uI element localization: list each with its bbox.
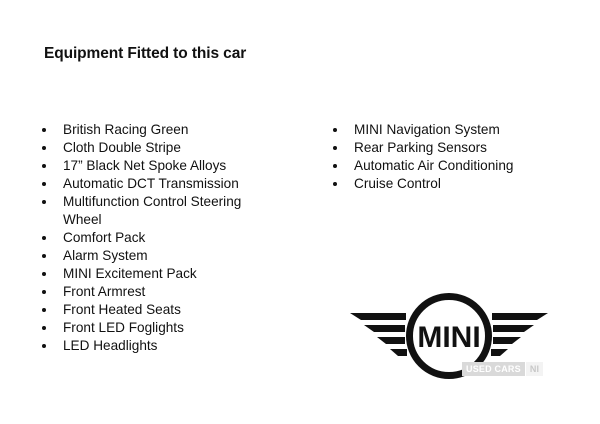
equipment-item-label: LED Headlights: [63, 338, 158, 353]
list-item: [333, 157, 573, 175]
bullet-icon: [42, 254, 46, 258]
equipment-item-label: Front Heated Seats: [63, 302, 181, 317]
equipment-item-label: MINI Excitement Pack: [63, 266, 197, 281]
equipment-item-label: MINI Navigation System: [354, 122, 500, 137]
equipment-item-label: Front LED Foglights: [63, 320, 184, 335]
bullet-icon: [42, 200, 46, 204]
bullet-icon: [42, 146, 46, 150]
list-item: [42, 121, 257, 139]
bullet-icon: [42, 326, 46, 330]
list-item: [42, 319, 257, 337]
equipment-item-label: Front Armrest: [63, 284, 146, 299]
used-cars-badge: [462, 362, 543, 376]
equipment-item-label: Automatic Air Conditioning: [354, 158, 514, 173]
equipment-list-left: [42, 121, 257, 355]
equipment-item-label: Multifunction Control Steering Wheel: [63, 194, 242, 227]
equipment-item-label: Comfort Pack: [63, 230, 146, 245]
bullet-icon: [333, 146, 337, 150]
bullet-icon: [333, 182, 337, 186]
bullet-icon: [42, 308, 46, 312]
list-item: [42, 301, 257, 319]
list-item: [333, 175, 573, 193]
list-item: [42, 247, 257, 265]
equipment-item-label: Cruise Control: [354, 176, 441, 191]
page-title: Equipment Fitted to this car: [44, 45, 247, 62]
badge-used-cars: USED CARS: [462, 362, 525, 376]
bullet-icon: [42, 182, 46, 186]
list-item: [42, 193, 257, 229]
list-item: [42, 139, 257, 157]
equipment-item-label: 17” Black Net Spoke Alloys: [63, 158, 227, 173]
list-item: [42, 157, 257, 175]
bullet-icon: [333, 164, 337, 168]
badge-region: NI: [526, 362, 543, 376]
bullet-icon: [42, 344, 46, 348]
bullet-icon: [42, 236, 46, 240]
bullet-icon: [42, 272, 46, 276]
list-item: [42, 175, 257, 193]
bullet-icon: [333, 128, 337, 132]
equipment-item-label: Cloth Double Stripe: [63, 140, 181, 155]
equipment-list-right: [333, 121, 573, 193]
bullet-icon: [42, 164, 46, 168]
bullet-icon: [42, 128, 46, 132]
list-item: [42, 283, 257, 301]
list-item: [42, 265, 257, 283]
list-item: [333, 139, 573, 157]
equipment-item-label: British Racing Green: [63, 122, 189, 137]
logo-text: MINI: [417, 321, 481, 354]
list-item: [333, 121, 573, 139]
equipment-item-label: Rear Parking Sensors: [354, 140, 487, 155]
equipment-item-label: Automatic DCT Transmission: [63, 176, 239, 191]
bullet-icon: [42, 290, 46, 294]
equipment-item-label: Alarm System: [63, 248, 148, 263]
list-item: [42, 229, 257, 247]
list-item: [42, 337, 257, 355]
